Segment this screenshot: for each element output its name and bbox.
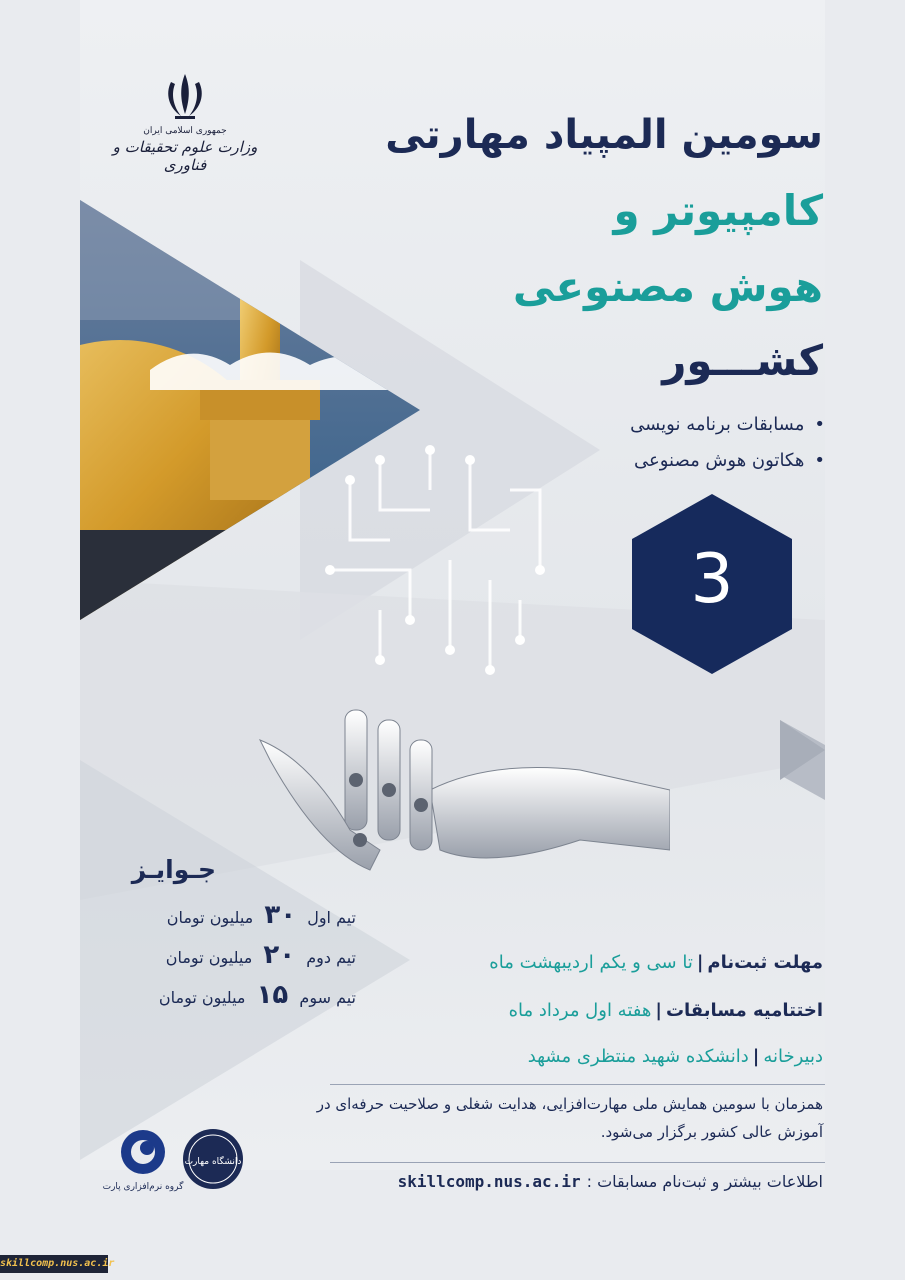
title-line-3: هوش مصنوعی bbox=[512, 262, 823, 311]
secretariat-value: دانشکده شهید منتظری مشهد bbox=[527, 1046, 749, 1067]
separator: | bbox=[752, 1046, 760, 1067]
divider bbox=[330, 1084, 825, 1085]
separator: | bbox=[696, 952, 704, 973]
ministry-logo bbox=[95, 70, 275, 174]
prize-amount: ۱۵ bbox=[256, 980, 289, 1010]
divider bbox=[330, 1162, 825, 1163]
prize-unit: میلیون تومان bbox=[158, 988, 246, 1007]
prize-amount: ۳۰ bbox=[264, 900, 297, 930]
prize-team: تیم سوم bbox=[299, 988, 356, 1007]
website-label: اطلاعات بیشتر و ثبت‌نام مسابقات : bbox=[586, 1172, 823, 1191]
prize-team: تیم دوم bbox=[306, 948, 356, 967]
pars-logo-icon bbox=[119, 1128, 167, 1176]
pars-label: گروه نرم‌افزاری پارت bbox=[102, 1182, 184, 1192]
footer-url-badge: skillcomp.nus.ac.ir bbox=[0, 1255, 108, 1273]
title-line-1: سومین المپیاد مهارتی bbox=[385, 112, 823, 158]
closing-ceremony bbox=[509, 1000, 823, 1021]
ministry-name: وزارت علوم تحقیقات و فناوری bbox=[112, 138, 258, 174]
registration-value: تا سی و یکم اردیبهشت ماه bbox=[489, 952, 693, 973]
secretariat bbox=[528, 1046, 823, 1067]
prize-amount: ۲۰ bbox=[263, 940, 296, 970]
separator: | bbox=[655, 1000, 662, 1021]
prize-first bbox=[96, 900, 356, 930]
closing-value: هفته اول مرداد ماه bbox=[508, 1000, 652, 1021]
ministry-country: جمهوری اسلامی ایران bbox=[143, 126, 227, 136]
bullet-programming: • مسابقات برنامه نویسی bbox=[630, 414, 825, 435]
bullet-hackathon: • هکاتون هوش مصنوعی bbox=[634, 450, 825, 471]
website-url[interactable]: skillcomp.nus.ac.ir bbox=[397, 1172, 581, 1191]
skill-university-logo bbox=[182, 1128, 244, 1190]
prize-unit: میلیون تومان bbox=[165, 948, 253, 967]
circuit-brain-graphic bbox=[290, 420, 580, 700]
prize-unit: میلیون تومان bbox=[166, 908, 254, 927]
prize-team: تیم اول bbox=[307, 908, 356, 927]
registration-deadline bbox=[489, 952, 823, 973]
closing-label: اختتامیه مسابقات bbox=[665, 1000, 823, 1021]
title-line-2: کامپیوتر و bbox=[613, 186, 823, 235]
registration-label: مهلت ثبت‌نام bbox=[707, 952, 823, 973]
badge-number: 3 bbox=[690, 540, 734, 619]
title-line-4: کشـــور bbox=[662, 336, 823, 385]
prize-second bbox=[96, 940, 356, 970]
event-description: همزمان با سومین همایش ملی مهارت‌افزایی، هدایت شغلی و صلاحیت حرفه‌ای در آموزش عالی کشور برگزار می‌شود. bbox=[316, 1095, 823, 1141]
pars-software-logo bbox=[98, 1128, 188, 1192]
prizes-title: جـوایـز bbox=[131, 855, 216, 884]
svg-text:دانشگاه مهارت: دانشگاه مهارت bbox=[184, 1157, 242, 1167]
iran-emblem-icon bbox=[161, 70, 209, 124]
robot-hand-graphic bbox=[250, 700, 670, 900]
secretariat-label: دبیرخانه bbox=[763, 1046, 823, 1067]
prize-third bbox=[96, 980, 356, 1010]
website-line bbox=[398, 1172, 823, 1191]
